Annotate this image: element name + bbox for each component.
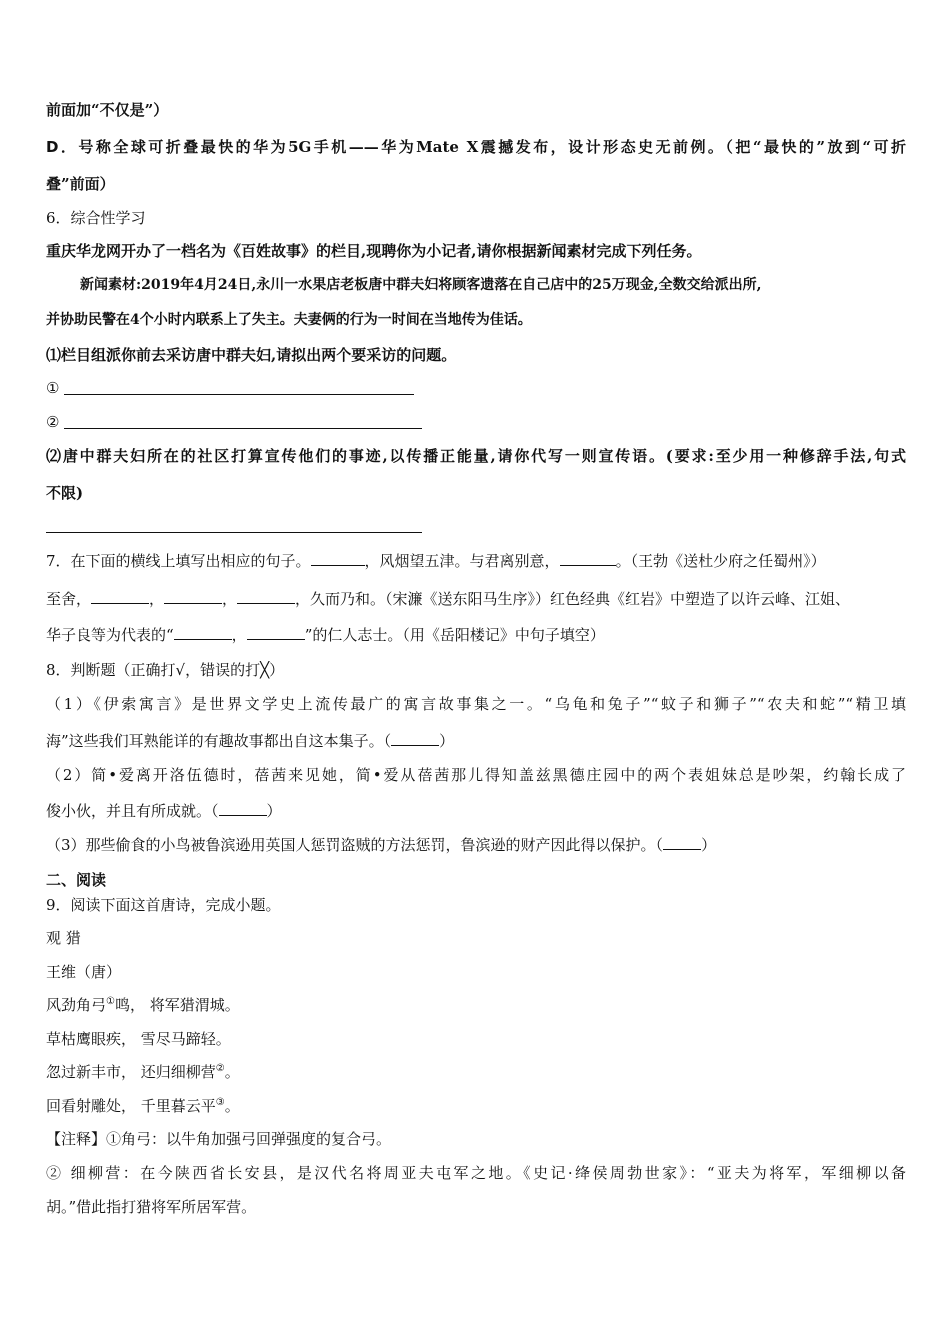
q8-2-b bbox=[46, 801, 282, 821]
poem-line-4-b: 。 bbox=[224, 1097, 240, 1115]
q7-source-2: ，久而乃和。（宋濂《送东阳马生序》）红色经典《红岩》中塑造了以许云峰、江姐、 bbox=[295, 590, 851, 608]
q8-title: 8．判断题（正确打√，错误的打╳） bbox=[46, 661, 285, 679]
footnote-marker-2: ② bbox=[215, 1063, 225, 1074]
q7-source-1: 。（王勃《送杜少府之任蜀州》） bbox=[615, 552, 826, 570]
poem-line-3-a: 忽过新丰市， 还归细柳营 bbox=[46, 1063, 216, 1081]
q8-1-b bbox=[46, 731, 454, 751]
note-2-b: 胡。”借此指打猎将军所居军营。 bbox=[46, 1198, 257, 1216]
q6-news-2: 并协助民警在4个小时内联系上了失主。夫妻俩的行为一时间在当地传为佳话。 bbox=[46, 312, 532, 328]
note-1: 【注释】①角弓：以牛角加强弓回弹强度的复合弓。 bbox=[46, 1130, 392, 1148]
footnote-marker-1: ① bbox=[106, 996, 115, 1007]
q7-comma-2: ， bbox=[222, 590, 238, 608]
q8-1-text: 海”这些我们耳熟能详的有趣故事都出自这本集子。（ bbox=[46, 732, 392, 750]
poem-line-4 bbox=[46, 1096, 240, 1116]
q7-blank-1 bbox=[311, 551, 365, 566]
q8-3-blank bbox=[663, 835, 701, 850]
q7-line-3 bbox=[46, 625, 605, 645]
poem-line-3 bbox=[46, 1062, 240, 1082]
q8-2-text: 俊小伙，并且有所成就。（ bbox=[46, 802, 219, 820]
q7-blank-7 bbox=[247, 625, 305, 640]
q6-sub-2-a: ⑵唐中群夫妇所在的社区打算宣传他们的事迹,以传播正能量,请你代写一则宣传语。(要求:至少用一种修辞手法,句式 bbox=[46, 447, 906, 465]
q8-3-text: （3）那些偷食的小鸟被鲁滨逊用英国人惩罚盗贼的方法惩罚，鲁滨逊的财产因此得以保护。（ bbox=[46, 836, 664, 854]
line-1: 前面加“不仅是”） bbox=[46, 101, 169, 119]
q6-answer-3-line bbox=[46, 532, 422, 533]
q8-3-paren: ） bbox=[701, 836, 717, 854]
poem-line-2: 草枯鹰眼疾， 雪尽马蹄轻。 bbox=[46, 1030, 231, 1048]
poem-line-4-a: 回看射雕处， 千里暮云平 bbox=[46, 1097, 216, 1115]
q8-3 bbox=[46, 835, 716, 855]
option-d bbox=[46, 137, 906, 157]
q6-intro: 重庆华龙网开办了一档名为《百姓故事》的栏目,现聘你为小记者,请你根据新闻素材完成下列任务。 bbox=[46, 242, 702, 260]
poem-title: 观 猎 bbox=[46, 929, 81, 947]
q8-1-paren: ） bbox=[439, 732, 455, 750]
q7-line-2 bbox=[46, 589, 850, 609]
poem-line-1-b: 鸣， 将军猎渭城。 bbox=[114, 996, 240, 1014]
option-d-text: 号称全球可折叠最快的华为5G手机——华为Mate X震撼发布，设计形态史无前例。（把“最快的”放到“可折 bbox=[78, 138, 907, 156]
q7-blank-2 bbox=[560, 551, 616, 566]
q6-title: 6．综合性学习 bbox=[46, 209, 146, 227]
q6-sub-1: ⑴栏目组派你前去采访唐中群夫妇,请拟出两个要采访的问题。 bbox=[46, 346, 457, 364]
q7-blank-3 bbox=[91, 589, 149, 604]
q7-verse: ，风烟望五津。与君离别意， bbox=[364, 552, 560, 570]
poem-author: 王维（唐） bbox=[46, 963, 122, 981]
q6-answer-1-marker: ① bbox=[46, 379, 60, 397]
q8-2-paren: ） bbox=[266, 802, 282, 820]
q7-comma-1: ， bbox=[149, 590, 165, 608]
poem-line-3-b: 。 bbox=[224, 1063, 240, 1081]
poem-line-1 bbox=[46, 995, 240, 1015]
q8-2-a: （2）简•爱离开洛伍德时，蓓茜来见她，简•爱从蓓茜那儿得知盖兹黑德庄园中的两个表姐妹总是吵架，约翰长成了 bbox=[46, 766, 906, 784]
q6-answer-1-line bbox=[64, 394, 414, 395]
footnote-marker-3: ③ bbox=[215, 1097, 225, 1108]
q7-text-zhishe: 至舍， bbox=[46, 590, 92, 608]
poem-line-1-a: 风劲角弓 bbox=[46, 996, 107, 1014]
q9-prompt: 9．阅读下面这首唐诗，完成小题。 bbox=[46, 896, 281, 914]
q7-source-3: ”的仁人志士。（用《岳阳楼记》中句子填空） bbox=[304, 626, 605, 644]
q7-blank-5 bbox=[237, 589, 295, 604]
note-2-a: ② 细柳营：在今陕西省长安县，是汉代名将周亚夫屯军之地。《史记·绛侯周勃世家》：“亚夫为将军，军细柳以备 bbox=[46, 1164, 906, 1182]
option-d-label: D． bbox=[46, 138, 79, 156]
q6-answer-2-line bbox=[64, 428, 422, 429]
q8-2-blank bbox=[219, 801, 267, 816]
section-2-heading: 二、阅读 bbox=[46, 871, 107, 889]
q6-news-1: 新闻素材:2019年4月24日,永川一水果店老板唐中群夫妇将顾客遗落在自己店中的25万现金,全数交给派出所, bbox=[80, 277, 762, 293]
q7-text-huazi: 华子良等为代表的“ bbox=[46, 626, 174, 644]
q7-comma-3: ， bbox=[231, 626, 247, 644]
q7-line-1 bbox=[46, 551, 826, 571]
q7-blank-6 bbox=[174, 625, 232, 640]
q7-blank-4 bbox=[164, 589, 222, 604]
q6-answer-2-marker: ② bbox=[46, 413, 60, 431]
q8-1-a: （1）《伊索寓言》是世界文学史上流传最广的寓言故事集之一。“乌龟和兔子”“蚊子和狮子”“农夫和蛇”“精卫填 bbox=[46, 695, 906, 713]
q6-sub-2-b: 不限) bbox=[46, 484, 84, 502]
q7-prompt: 7．在下面的横线上填写出相应的句子。 bbox=[46, 552, 311, 570]
q8-1-blank bbox=[391, 731, 439, 746]
line-3: 叠”前面） bbox=[46, 175, 115, 193]
